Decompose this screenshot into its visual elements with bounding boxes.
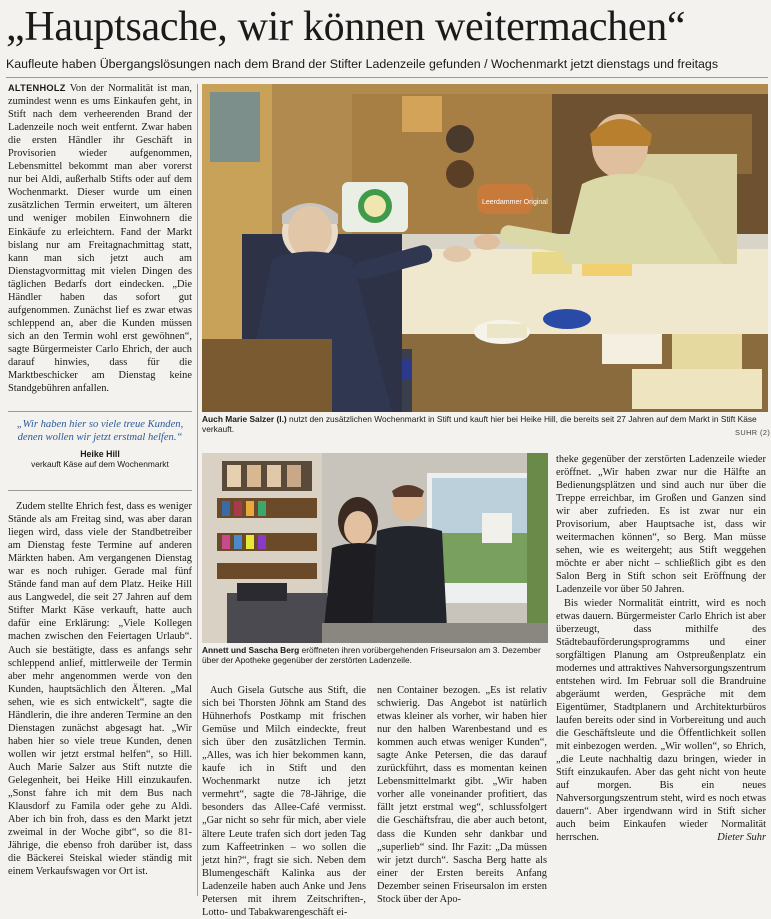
column-4 (556, 453, 766, 896)
market-photo-caption-text: nutzt den zusätzlichen Wochenmarkt in Stift und kauft hier bei Heike Hill, die bereits seit 27 Jahren auf dem Markt in Stift Käse verkauft. (202, 414, 757, 435)
subline: Kaufleute haben Übergangslösungen nach dem Brand der Stifter Ladenzeile gefunden / Wochenmarkt jetzt dienstags und freitags (6, 57, 719, 71)
pull-quote-role: verkauft Käse auf dem Wochenmarkt (31, 459, 169, 469)
dateline: ALTENHOLZ (8, 83, 66, 93)
quote-divider-top (8, 411, 192, 412)
author-byline: Dieter Suhr (717, 832, 766, 844)
body-paragraph-3: Auch Gisela Gutsche aus Stift, die sich bei Thorsten Jöhnk am Stand des Hühnerhofs Postkamp mit frischen Gemüse und Milch eindeckte, freut sich über den zusätzlichen Termin. „Alles, was ich hier bekommen kann, kaufe ich in Stift und den Wochenmarkt nutze ich jetzt vermehrt“, sagte die 78-Jährige, die besonders das Allee-Café vermisst. „Gar nicht so sehr für mich, aber viele ältere Leute trafen sich dort jeden Tag zum Kaffeetrinken – wo sollen die jetzt hin?“, fragt sie sich. Neben dem Blumengeschäft Kalinka aus der Ladenzeile haben auch Anke und Jens Petersen mit ihrem Zeitschriften-, Lotto- und Tabakwarengeschäft ei- (202, 685, 366, 918)
column-1-bottom (8, 500, 192, 896)
market-photo-caption (202, 414, 768, 434)
column-divider-1 (197, 84, 198, 896)
cheese-sign-text: Leerdammer Original (482, 199, 548, 206)
market-photo-caption-lead: Auch Marie Salzer (l.) (202, 414, 287, 424)
body-paragraph-2: Zudem stellte Ehrich fest, dass es weniger Stände als am Freitag sind, was aber daran liegen wird, dass viele der Standbetreiber am Dienstag feste Termine auf anderen Märkten haben. Am vergangenen Dienstag war es noch ruhiger. Gerade mal fünf Stände fand man auf dem Platz. Heike Hill aus Langwedel, die seit 27 Jahren auf dem Stifter Markt Käse verkauft, hatte auch dafür eine Erklärung: „Viele Kollegen machen zwischen den Feiertagen Urlaub“. Auch sie bestätigte, dass es anfangs sehr schleppend anlief, mittlerweile der Termin aber mehr angenommen werde von den Kunden, hauptsächlich den Älteren. „Mal sehen, wie es sich entwickelt“, sagte die Händlerin, die ihre anderen Termine an den Dienstagen zunächst abgesagt hat. „Wir haben hier so viele treue Kunden, denen wollen wir jetzt erstmal helfen“, so Hill. Auch Marie Salzer aus Stift nutzte die Gelegenheit, bei Heike Hill einzukaufen. „Sonst fahre ich mit dem Bus nach Klausdorf zu Famila oder gehe zu Aldi. Aber ich bin froh, dass es den Markt jetzt zweimal in der Woche gibt“, so die 81-Jährige, die ebenso froh darüber ist, dass die Bäckerei Steiskal wieder ständig mit einem Verkaufswagen vor Ort ist. (8, 501, 192, 878)
salon-photo (202, 453, 548, 643)
body-paragraph-4: nen Container bezogen. „Es ist relativ schwierig. Das Angebot ist natürlich etwas kleiner als vorher, wir haben hier nur den halben Warenbestand und es kommen auch etwas weniger Kunden“, sagte Anke Petersen, die das darauf zurückführt, dass es momentan keinen Lebensmittelmarkt gibt. „Wir haben vorher alle voneinander profitiert, das fällt jetzt erstmal weg“, schlussfolgert die Geschäftsfrau, die aber auch betont, dass die Kunden sehr dankbar und „superlieb“ sind. Ihr Fazit: „Da müssen wir jetzt durch“. Sascha Berg hatte als einer der Ersten bereits Anfang Dezember seinen Friseursalon im ersten Stock über der Apo- (377, 685, 547, 905)
market-photo (202, 84, 768, 412)
pull-quote-text: „Wir haben hier so viele treue Kunden, denen wollen wir jetzt erstmal helfen.“ (16, 419, 184, 443)
body-paragraph-1: Von der Normalität ist man, zumindest wenn es ums Einkaufen geht, in Stift nach dem verheerenden Brand der Ladenzeile noch weit entfernt. Zwar haben die ersten Händler ihr Geschäft in Provisorien wieder aufgenommen, Lebensmittel bekommt man aber vorerst nur bei Aldi, außerhalb Stifts oder auf dem Wochenmarkt. Dieser wurde um einen zusätzlichen Termin erweitert, um älteren und weniger mobilen Einwohnern die Einkäufe zu erleichtern. Fand der Markt bislang nur am Freitagnachmittag statt, kann man sich jetzt auch am Dienstagvormittag mit vielen Dingen des täglichen Bedarfs dort eindecken. „Die Händler haben das sofort gut aufgenommen. Zunächst lief es zwar etwas schleppend an, aber die Kunden müssen sich an den Termin wohl erst gewöhnen“, sagte Bürgermeister Carlo Ehrich, der auch darauf hinwies, dass für die Marktbeschicker am Dienstag keine Standgebühren anfallen. (8, 83, 192, 395)
body-paragraph-6 (556, 597, 766, 845)
header-divider (6, 77, 768, 78)
pull-quote-name: Heike Hill (80, 449, 120, 459)
salon-photo-caption-text: eröffneten ihren vorübergehenden Friseursalon am 3. Dezember über der Apotheke gegenüber der zerstörten Ladenzeile. (202, 645, 541, 666)
column-2 (202, 684, 366, 918)
photo-credit: SUHR (2) (735, 428, 771, 437)
salon-photo-illustration (202, 453, 548, 643)
salon-photo-caption (202, 645, 548, 665)
pull-quote (8, 418, 192, 469)
salon-photo-caption-lead: Annett und Sascha Berg (202, 645, 300, 655)
column-1-top (8, 82, 192, 404)
market-photo-illustration (202, 84, 768, 412)
body-paragraph-5: theke gegenüber der zerstörten Ladenzeile wieder eröffnet. „Wir haben zwar nur die Hälfte an Bedienungsplätzen und sind auch nur über die Treppe erreichbar, im Großen und Ganzen sind wir aber zufrieden. Es ist zwar nur ein Provisorium, aber Hauptsache ist, dass wir weitermachen können“, so Berg. Man müsse sehen, wie es weitergeht; aus Stift weggehen möchte er aber nicht – schließlich gibt es den Salon Berg in Stift schon seit Eröffnung der Ladenzeile vor über 50 Jahren. (556, 454, 766, 596)
body-paragraph-6-text: Bis wieder Normalität eintritt, wird es noch etwas dauern. Bürgermeister Carlo Ehrich ist aber überzeugt, dass mithilfe des Städtebauförderungsprogramms und einer sorgfältigen Planung am Ostpreußenplatz ein modernes und attraktives Nahversorgungszentrum entstehen wird. Im Februar soll die Brandruine abgeräumt werden, Gespräche mit dem Eigentümer, Stadtplanern und Architekturbüros laufen bereits oder sind in Vorbereitung und auch die Geschäftsleute und die Öffentlichkeit sollen mit einbezogen werden. „Wir wollen“, so Ehrich, „die Leute nachhaltig dazu bringen, wieder in Stift einzukaufen. Aber das geht nicht von heute auf morgen. Bis ein neues Nahversorgungszentrum steht, wird es noch etwas dauern“. Aber irgendwann wird in Stift sicher auch beim Einkaufen wieder Normalität herrschen. (556, 597, 766, 844)
headline: „Hauptsache, wir können weitermachen“ (6, 4, 686, 50)
column-3 (377, 684, 547, 905)
quote-divider-bottom (8, 490, 192, 491)
